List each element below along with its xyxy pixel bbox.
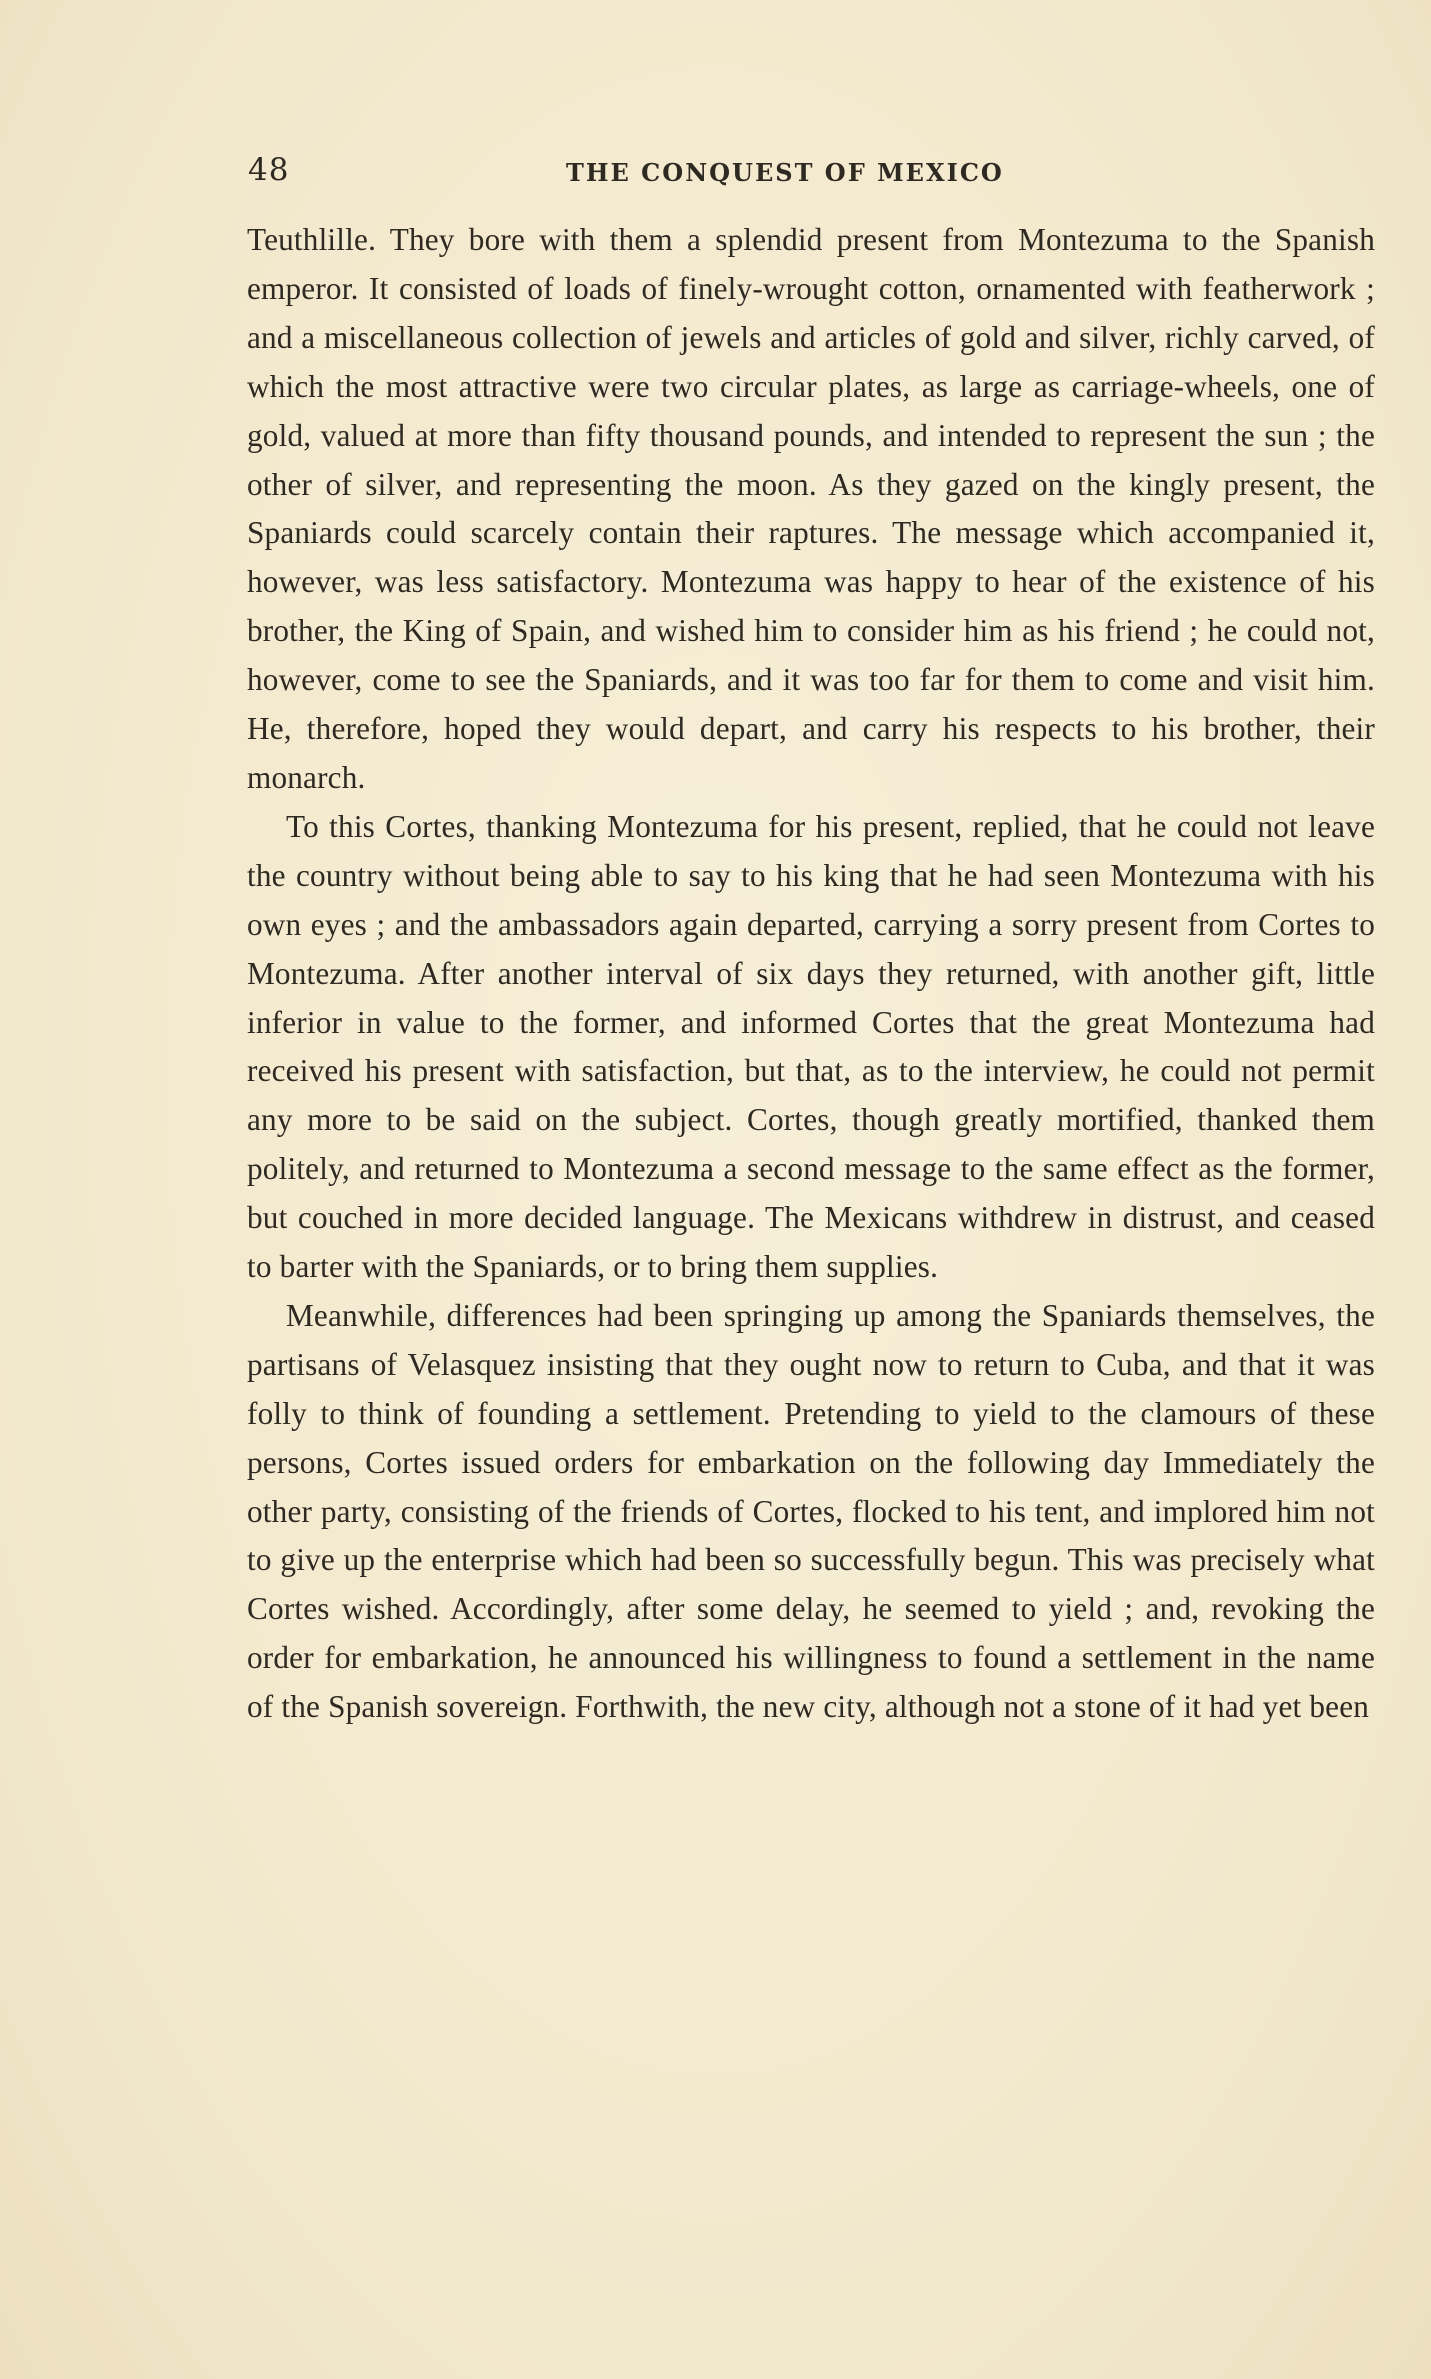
- paragraph-2: To this Cortes, thanking Montezuma for his present, replied, that he could not leave the country without being able to say to his king that he had seen Montezuma with his own eyes ; and the ambassadors again departed, carrying a sorry present from Cortes to Montezuma. After another interval of six days they returned, with another gift, little inferior in value to the former, and informed Cortes that the great Montezuma had received his present with satisfaction, but that, as to the interview, he could not permit any more to be said on the subject. Cortes, though greatly mortified, thanked them politely, and returned to Montezuma a second message to the same effect as the former, but couched in more decided language. The Mexicans withdrew in distrust, and ceased to barter with the Spaniards, or to bring them supplies.: [247, 808, 1375, 1285]
- paragraph-3: Meanwhile, differences had been springing up among the Spaniards themselves, the partisans of Velasquez insisting that they ought now to return to Cuba, and that it was folly to think of founding a settlement. Pretending to yield to the clamours of these persons, Cortes issued orders for embarkation on the following day Immediately the other party, consisting of the friends of Cortes, flocked to his tent, and implored him not to give up the enterprise which had been so successfully begun. This was precisely what Cortes wished. Accordingly, after some delay, he seemed to yield ; and, revoking the order for embarkation, he announced his willingness to found a settlement in the name of the Spanish sovereign. Forthwith, the new city, although not a stone of it had yet been: [247, 1297, 1375, 1725]
- running-head: THE CONQUEST OF MEXICO: [566, 158, 1004, 187]
- paragraph-1: Teuthlille. They bore with them a splendid present from Montezuma to the Spanish emperor. It consisted of loads of finely-wrought cotton, ornamented with featherwork ; and a miscellaneous collection of jewels and articles of gold and silver, richly carved, of which the most attractive were two circular plates, as large as carriage-wheels, one of gold, valued at more than fifty thousand pounds, and intended to represent the sun ; the other of silver, and representing the moon. As they gazed on the kingly present, the Spaniards could scarcely contain their raptures. The message which accompanied it, however, was less satisfactory. Montezuma was happy to hear of the existence of his brother, the King of Spain, and wished him to consider him as his friend ; he could not, however, come to see the Spaniards, and it was too far for them to come and visit him. He, therefore, hoped they would depart, and carry his respects to his brother, their monarch.: [247, 222, 1375, 795]
- page-number: 48: [248, 152, 290, 188]
- body-text: [247, 216, 1375, 1732]
- page-header: [248, 152, 1373, 202]
